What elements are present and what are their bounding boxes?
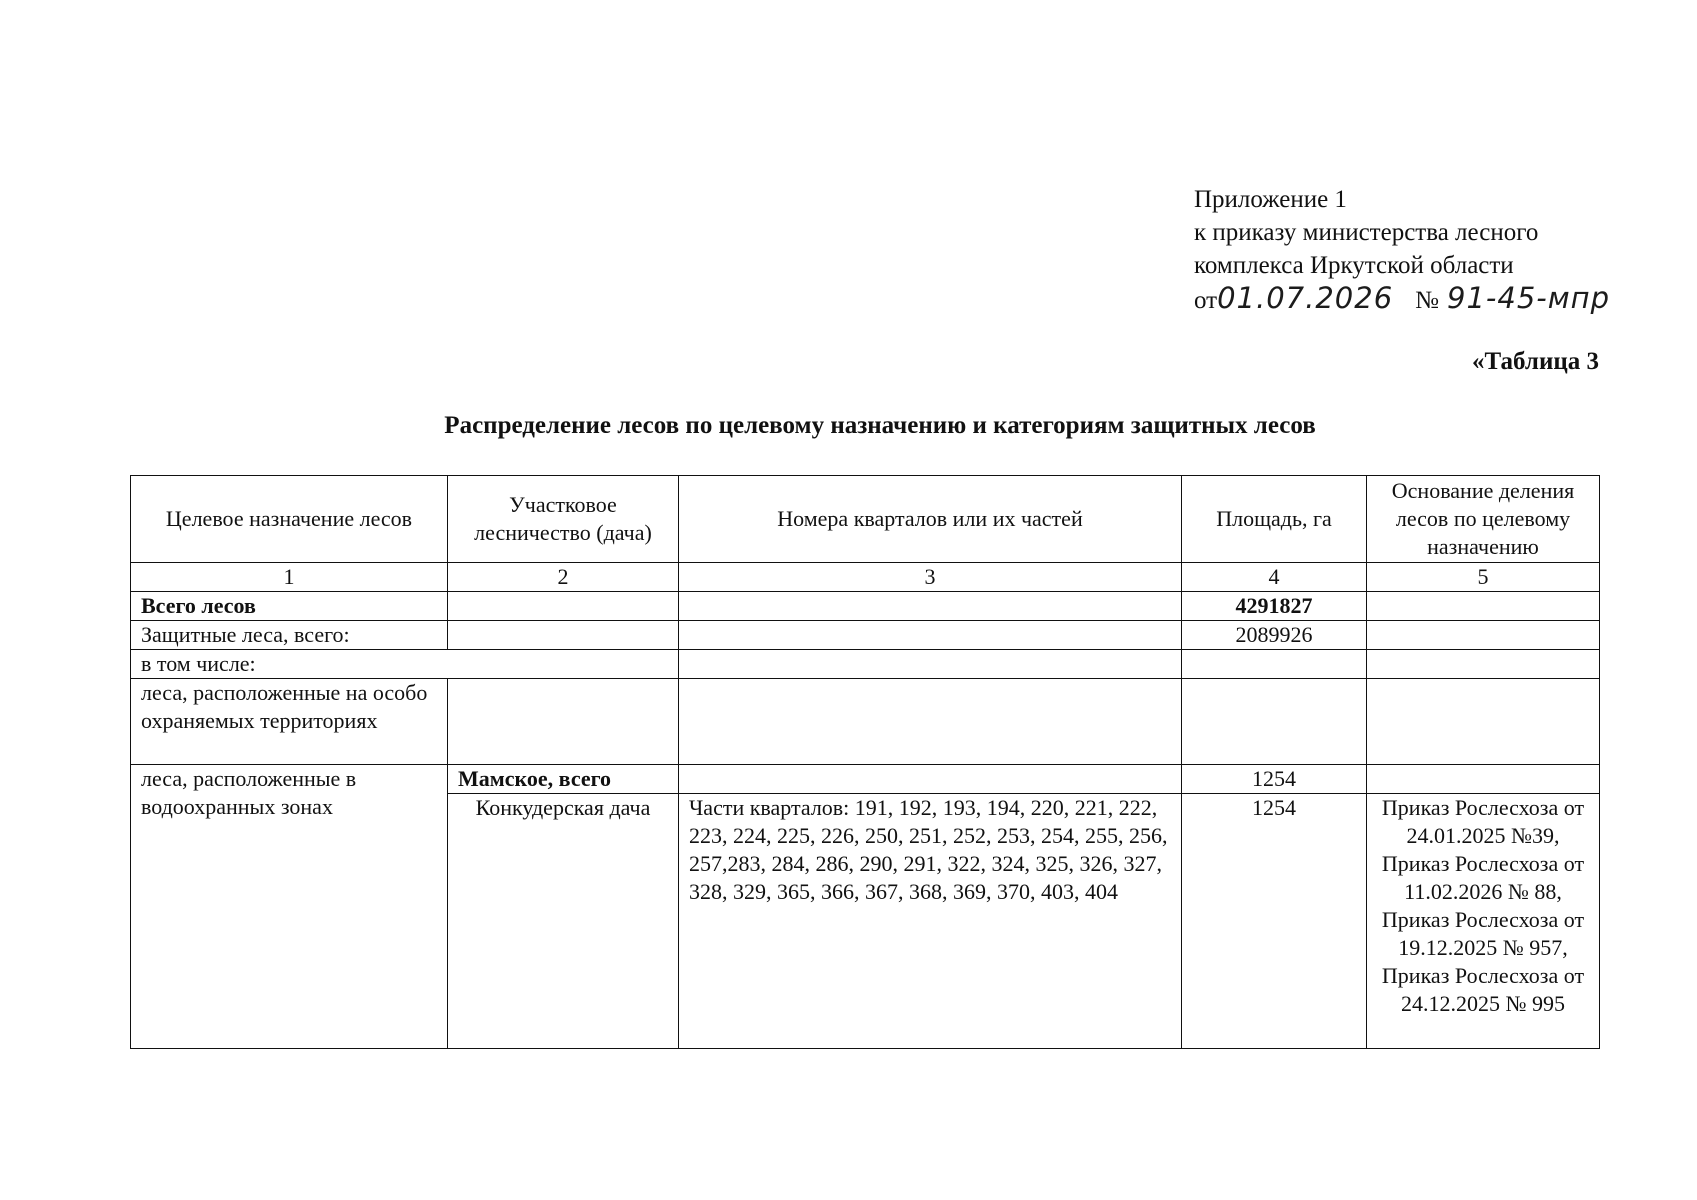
appendix-line-1: Приложение 1 <box>1194 186 1347 213</box>
water-zones-label: леса, расположенные в водоохранных зонах <box>131 765 448 1049</box>
handwritten-date: 01.07.2026 <box>1217 281 1394 315</box>
number-label: № <box>1415 287 1440 314</box>
empty-cell <box>448 621 679 650</box>
column-number: 4 <box>1182 563 1367 592</box>
column-number: 1 <box>131 563 448 592</box>
appendix-line-2: к приказу министерства лесного <box>1194 219 1539 246</box>
table-row-total <box>131 592 1600 621</box>
protective-area: 2089926 <box>1182 621 1367 650</box>
empty-cell <box>1367 765 1600 794</box>
header-district: Участковое лесничество (дача) <box>448 476 679 563</box>
table-row-including <box>131 650 1600 679</box>
total-area: 4291827 <box>1182 592 1367 621</box>
district-total-area: 1254 <box>1182 765 1367 794</box>
document-title: Распределение лесов по целевому назначению и категориям защитных лесов <box>444 412 1316 439</box>
from-label: от <box>1194 287 1218 314</box>
empty-cell <box>1182 679 1367 765</box>
detail-area: 1254 <box>1182 794 1367 1049</box>
column-number: 5 <box>1367 563 1600 592</box>
handwritten-number: 91-45-мпр <box>1447 281 1610 315</box>
total-label: Всего лесов <box>131 592 448 621</box>
table-label: «Таблица 3 <box>1471 348 1599 375</box>
empty-cell <box>679 650 1182 679</box>
empty-cell <box>1182 650 1367 679</box>
table-row-protected-areas <box>131 679 1600 765</box>
appendix-date-number-line <box>1194 282 1610 317</box>
header-area: Площадь, га <box>1182 476 1367 563</box>
including-label: в том числе: <box>131 650 679 679</box>
header-purpose: Целевое назначение лесов <box>131 476 448 563</box>
empty-cell <box>679 765 1182 794</box>
table-row-protective <box>131 621 1600 650</box>
quarters-list: Части кварталов: 191, 192, 193, 194, 220, 221, 222, 223, 224, 225, 226, 250, 251, 252, 253, 254, 255, 256, 257,283, 284, 286, 290, 291, 322, 324, 325, 326, 327, 328, 329, 365, 366, 367, 368, 369, 370, 403, 404 <box>679 794 1182 1049</box>
empty-cell <box>679 592 1182 621</box>
empty-cell <box>448 679 679 765</box>
protective-label: Защитные леса, всего: <box>131 621 448 650</box>
empty-cell <box>679 679 1182 765</box>
forest-distribution-table <box>130 475 1600 1049</box>
header-quarters: Номера кварталов или их частей <box>679 476 1182 563</box>
district-name: Конкудерская дача <box>448 794 679 1049</box>
table-row-district-total <box>131 765 1600 794</box>
header-basis: Основание деления лесов по целевому назначению <box>1367 476 1600 563</box>
empty-cell <box>679 621 1182 650</box>
appendix-line-3: комплекса Иркутской области <box>1194 252 1514 279</box>
empty-cell <box>1367 679 1600 765</box>
district-total-name: Мамское, всего <box>448 765 679 794</box>
table-header-row <box>131 476 1600 563</box>
empty-cell <box>1367 650 1600 679</box>
basis-orders: Приказ Рослесхоза от 24.01.2025 №39, Приказ Рослесхоза от 11.02.2026 № 88, Приказ Рослесхоза от 19.12.2025 № 957, Приказ Рослесхоза от 24.12.2025 № 995 <box>1367 794 1600 1049</box>
column-number: 2 <box>448 563 679 592</box>
empty-cell <box>1367 621 1600 650</box>
empty-cell <box>1367 592 1600 621</box>
empty-cell <box>448 592 679 621</box>
protected-areas-label: леса, расположенные на особо охраняемых территориях <box>131 679 448 765</box>
column-number: 3 <box>679 563 1182 592</box>
appendix-block <box>1194 183 1610 317</box>
column-number-row <box>131 563 1600 592</box>
